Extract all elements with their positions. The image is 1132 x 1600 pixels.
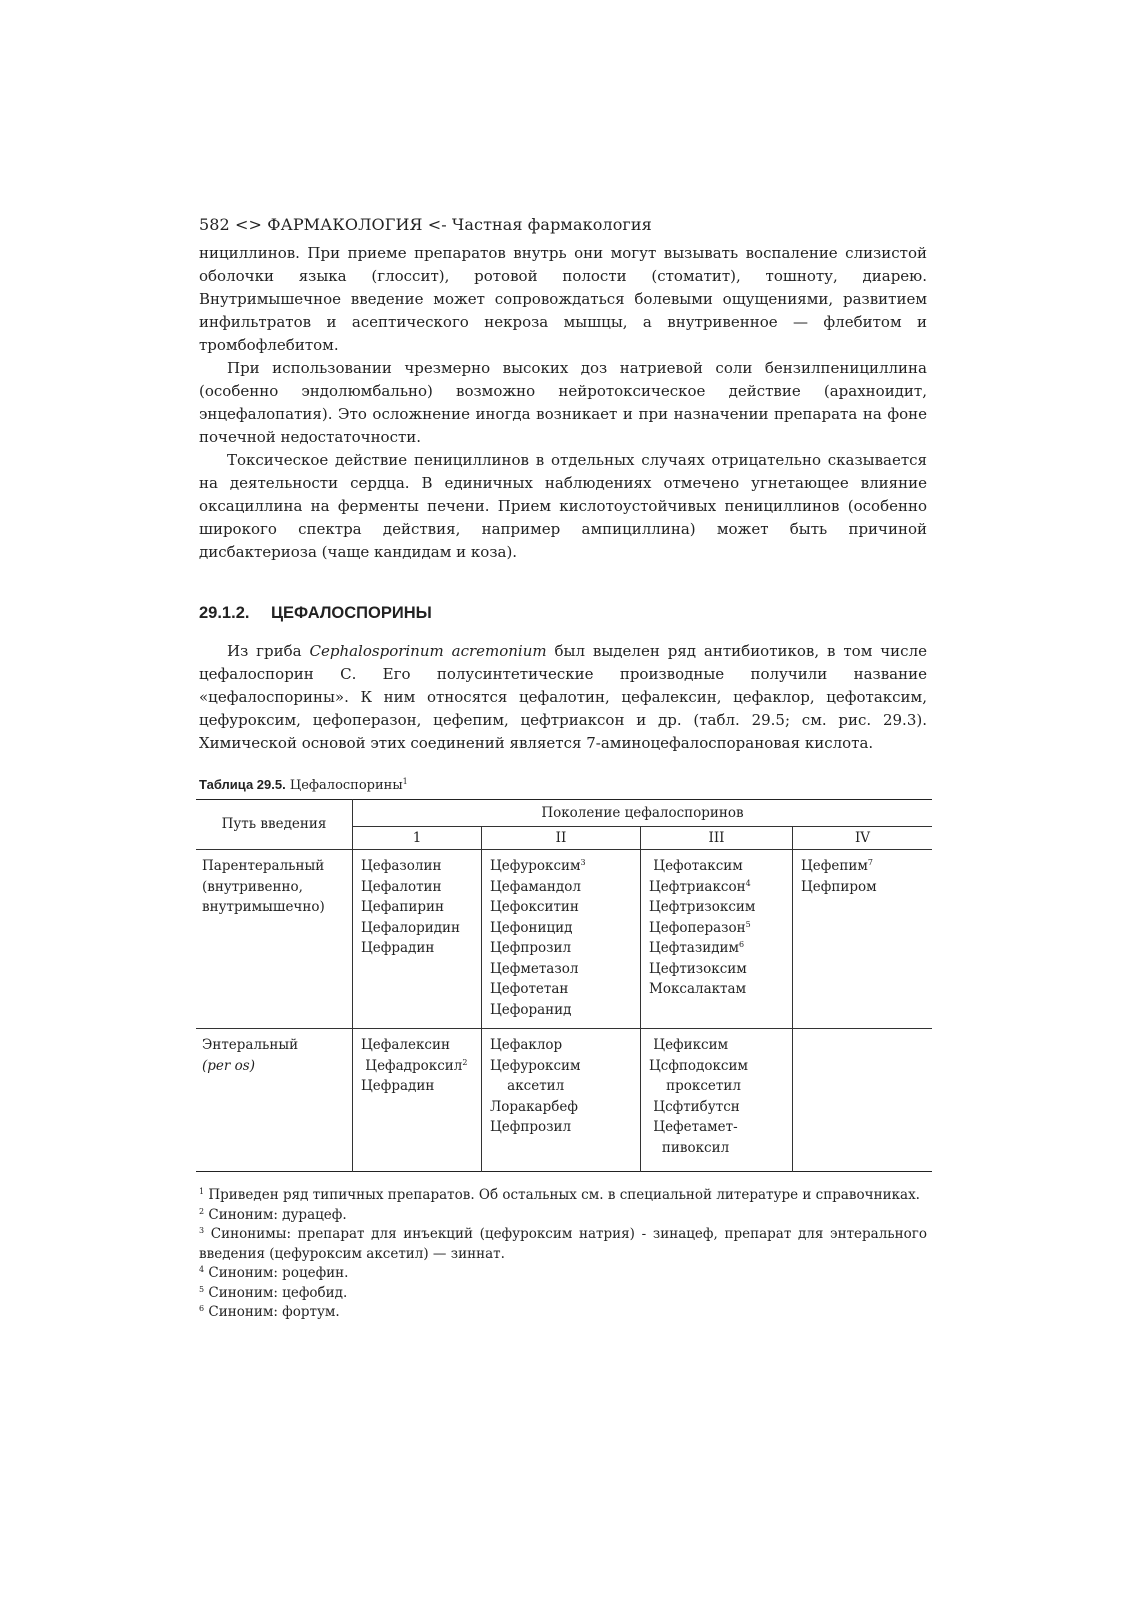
route-header: Путь введения [196, 800, 353, 850]
section-title: ЦЕФАЛОСПОРИНЫ [271, 604, 432, 622]
drug-name: Цефалотин [361, 878, 442, 895]
drug-name: Цефепим$^7$ [801, 858, 873, 874]
intro-text-start: Из гриба [227, 642, 310, 660]
drug-name: Цефтриаксон$^4$ [649, 878, 751, 895]
route-line: (внутривенно, [202, 878, 303, 895]
footnote-mark: 5 [745, 919, 751, 929]
drug-name: Цефазолин [361, 858, 442, 874]
footnote-mark: 7 [867, 858, 873, 867]
paragraph-1: нициллинов. При приеме препаратов внутрь они могут вызывать воспаление слизистой оболочки языка (глоссит), ротовой полости (стоматит), тошноту, диарею. Внутримышечное введение может сопровождаться болевыми ощущениями, развитием инфильтратов и асептического некроза мышцы, а внутривенное — флебитом и тромбофлебитом. [199, 244, 927, 354]
drug-name: Цефтизоксим [649, 960, 747, 977]
footnote-number: 4 [199, 1265, 205, 1274]
drug-name: Лоракарбеф [490, 1098, 578, 1115]
footnote: $^1$ Приведен ряд типичных препаратов. Об остальных см. в специальной литературе и справочниках. [199, 1187, 920, 1203]
drug-name: Цсфтибутсн [649, 1098, 740, 1115]
drug-name: Цефпрозил [490, 940, 572, 956]
footnote: $^3$ Синонимы: препарат для инъекций (цефуроксим натрия) - зинацеф, препарат для энтерального введения (цефуроксим аксетил) — зиннат. [199, 1226, 927, 1262]
drug-name: Цефтризоксим [649, 899, 756, 915]
drug-name: Цефаклор [490, 1037, 563, 1053]
generation-header: Поколение цефалоспоринов [353, 800, 933, 827]
drug-name: пивоксил [649, 1139, 730, 1156]
table-caption-label: Таблица 29.5. [199, 777, 286, 792]
table-row [196, 850, 932, 1029]
generation-col-4: IV [793, 827, 933, 850]
drug-name: Цефадроксил$^2$ [361, 1057, 468, 1074]
drug-name: Цефотаксим [649, 858, 743, 874]
footnotes [199, 1186, 927, 1323]
drug-name: Цефалоридин [361, 919, 461, 936]
table-caption-text: Цефалоспорины [285, 778, 403, 793]
drug-cell [793, 1029, 933, 1172]
footnote-mark: 2 [462, 1057, 468, 1067]
cephalosporins-table [196, 799, 932, 1172]
drug-name: Цефапирин [361, 899, 445, 915]
section-heading [199, 604, 927, 623]
drug-cell [353, 1029, 482, 1172]
route-line: Парентеральный [202, 858, 325, 874]
drug-name: Моксалактам [649, 981, 747, 997]
footnote-number: 2 [199, 1206, 205, 1216]
generation-col-2: II [482, 827, 641, 850]
footnote-mark: 4 [745, 878, 751, 888]
table-caption-footnote-mark: 1 [402, 777, 408, 786]
footnote-mark: 6 [739, 940, 745, 949]
drug-name: проксетил [649, 1078, 741, 1094]
page [199, 215, 927, 1323]
drug-name: Цефпрозил [490, 1119, 572, 1135]
drug-name: Цефалексин [361, 1037, 450, 1053]
drug-name: Цефотетан [490, 981, 569, 997]
drug-cell [793, 850, 933, 1029]
drug-name: Цефокситин [490, 899, 579, 915]
drug-name: Цефоперазон$^5$ [649, 919, 751, 936]
route-cell [196, 1029, 353, 1172]
intro-species-name: Cephalosporinum acremonium [309, 642, 547, 660]
drug-cell [641, 850, 793, 1029]
footnote: $^2$ Синоним: дурацеф. [199, 1206, 347, 1223]
footnote: $^6$ Синоним: фортум. [199, 1304, 340, 1320]
drug-cell [482, 1029, 641, 1172]
drug-name: Цефоницид [490, 919, 573, 936]
drug-name: Цефоранид [490, 1001, 572, 1018]
route-line: Энтеральный [202, 1037, 299, 1053]
drug-name: Цефпиром [801, 878, 877, 895]
table-row [196, 1029, 932, 1172]
footnote: $^5$ Синоним: цефобид. [199, 1284, 348, 1301]
drug-cell [353, 850, 482, 1029]
drug-name: Цефрадин [361, 940, 435, 956]
table-caption [199, 777, 927, 793]
running-head: 582 <> ФАРМАКОЛОГИЯ <- Частная фармакология [199, 215, 652, 234]
drug-name: Цефамандол [490, 878, 581, 895]
drug-name: Цефуроксим [490, 1057, 581, 1074]
footnote-number: 5 [199, 1284, 205, 1294]
section-intro [199, 640, 927, 755]
intro-text-rest: был выделен ряд антибиотиков, в том числе цефалоспорин С. Его полусинтетические производные получили название «цефалоспорины». К ним относятся цефалотин, цефалексин, цефаклор, цефотаксим, цефуроксим, цефоперазон, цефепим, цефтриаксон и др. (табл. 29.5; см. рис. 29.3). Химической основой этих соединений является 7-аминоцефалоспорановая кислота. [199, 642, 927, 752]
footnote-number: 3 [199, 1226, 205, 1235]
drug-name: Цсфподоксим [649, 1057, 748, 1074]
footnote: $^4$ Синоним: роцефин. [199, 1265, 349, 1281]
drug-name: Цефметазол [490, 960, 579, 977]
generation-col-1: 1 [353, 827, 482, 850]
drug-name: Цефетамет- [649, 1119, 738, 1135]
generation-col-3: III [641, 827, 793, 850]
drug-name: Цефрадин [361, 1078, 435, 1094]
drug-name: Цефтазидим$^6$ [649, 940, 745, 956]
paragraph-3: Токсическое действие пенициллинов в отдельных случаях отрицательно сказывается на деятельности сердца. В единичных наблюдениях отмечено угнетающее влияние оксациллина на ферменты печени. Прием кислотоустойчивых пенициллинов (особенно широкого спектра действия, например ампициллина) может быть причиной дисбактериоза (чаще кандидам и коза). [199, 451, 927, 561]
paragraph-2: При использовании чрезмерно высоких доз натриевой соли бензилпенициллина (особенно эндолюмбально) возможно нейротоксическое действие (арахноидит, энцефалопатия). Это осложнение иногда возникает и при назначении препарата на фоне почечной недостаточности. [199, 359, 927, 446]
route-cell [196, 850, 353, 1029]
section-number: 29.1.2. [199, 604, 250, 622]
footnote-mark: 3 [580, 858, 586, 867]
footnote-number: 1 [199, 1187, 205, 1196]
route-line: внутримышечно) [202, 899, 325, 915]
drug-cell [482, 850, 641, 1029]
drug-name: Цефиксим [649, 1037, 729, 1053]
route-line: (per os) [202, 1057, 255, 1074]
drug-name: Цефуроксим$^3$ [490, 858, 586, 874]
drug-cell [641, 1029, 793, 1172]
drug-name: аксетил [490, 1078, 565, 1094]
footnote-number: 6 [199, 1304, 205, 1313]
